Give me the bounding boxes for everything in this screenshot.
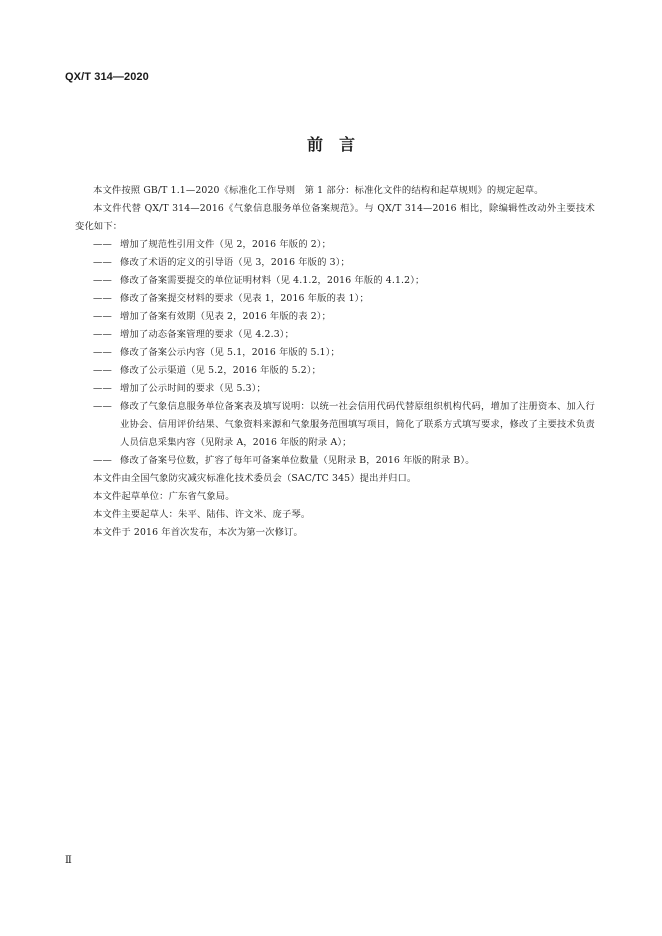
foreword-body <box>75 182 595 542</box>
list-dash: —— <box>93 401 112 412</box>
list-dash: —— <box>93 311 112 322</box>
change-list <box>75 236 595 470</box>
list-dash: —— <box>93 455 112 466</box>
list-item-text: 修改了备案提交材料的要求（见表 1，2016 年版的表 1）； <box>120 293 369 304</box>
list-item <box>75 452 595 470</box>
list-item <box>75 326 595 344</box>
list-item-text: 修改了气象信息服务单位备案表及填写说明：以统一社会信用代码代替原组织机构代码，增加了注册资本、加入行业协会、信用评价结果、气象资料来源和气象服务范围填写项目，简化了联系方式填写要求，修改了主要技术负责人员信息采集内容（见附录 A，2016 年版的附录 A）； <box>120 401 595 448</box>
list-item-text: 增加了规范性引用文件（见 2，2016 年版的 2）； <box>120 239 332 250</box>
list-dash: —— <box>93 293 112 304</box>
list-item-text: 增加了动态备案管理的要求（见 4.2.3）； <box>120 329 295 340</box>
outro-paragraph: 本文件起草单位：广东省气象局。 <box>93 491 235 502</box>
list-item-text: 增加了备案有效期（见表 2，2016 年版的表 2）； <box>120 311 332 322</box>
outro-paragraph: 本文件主要起草人：朱平、陆伟、许文米、庞子琴。 <box>93 509 311 520</box>
page-title: 前 言 <box>306 135 355 154</box>
list-item <box>75 344 595 362</box>
list-item <box>75 272 595 290</box>
list-dash: —— <box>93 329 112 340</box>
list-dash: —— <box>93 347 112 358</box>
page-number: Ⅱ <box>65 855 72 866</box>
list-dash: —— <box>93 383 112 394</box>
list-dash: —— <box>93 239 112 250</box>
list-item-text: 修改了备案需要提交的单位证明材料（见 4.1.2，2016 年版的 4.1.2）； <box>120 275 425 286</box>
list-item-text: 增加了公示时间的要求（见 5.3）； <box>120 383 266 394</box>
list-item <box>75 254 595 272</box>
list-dash: —— <box>93 275 112 286</box>
list-item-text: 修改了公示渠道（见 5.2，2016 年版的 5.2）； <box>120 365 322 376</box>
list-item <box>75 308 595 326</box>
list-item <box>75 398 595 452</box>
list-dash: —— <box>93 365 112 376</box>
list-item <box>75 380 595 398</box>
list-item <box>75 236 595 254</box>
list-item-text: 修改了备案公示内容（见 5.1，2016 年版的 5.1）； <box>120 347 340 358</box>
intro-paragraph: 本文件按照 GB/T 1.1—2020《标准化工作导则 第 1 部分：标准化文件的结构和起草规则》的规定起草。 <box>93 185 544 196</box>
outro-paragraph: 本文件由全国气象防灾减灾标准化技术委员会（SAC/TC 345）提出并归口。 <box>93 473 417 484</box>
list-item-text: 修改了备案号位数，扩容了每年可备案单位数量（见附录 B，2016 年版的附录 B）。 <box>120 455 475 466</box>
list-item <box>75 290 595 308</box>
list-item-text: 修改了术语的定义的引导语（见 3，2016 年版的 3）； <box>120 257 350 268</box>
list-item <box>75 362 595 380</box>
list-dash: —— <box>93 257 112 268</box>
outro-paragraph: 本文件于 2016 年首次发布，本次为第一次修订。 <box>93 527 303 538</box>
document-code: QX/T 314—2020 <box>65 71 149 83</box>
intro-paragraph: 本文件代替 QX/T 314—2016《气象信息服务单位备案规范》。与 QX/T 314—2016 相比，除编辑性改动外主要技术变化如下： <box>75 203 595 232</box>
